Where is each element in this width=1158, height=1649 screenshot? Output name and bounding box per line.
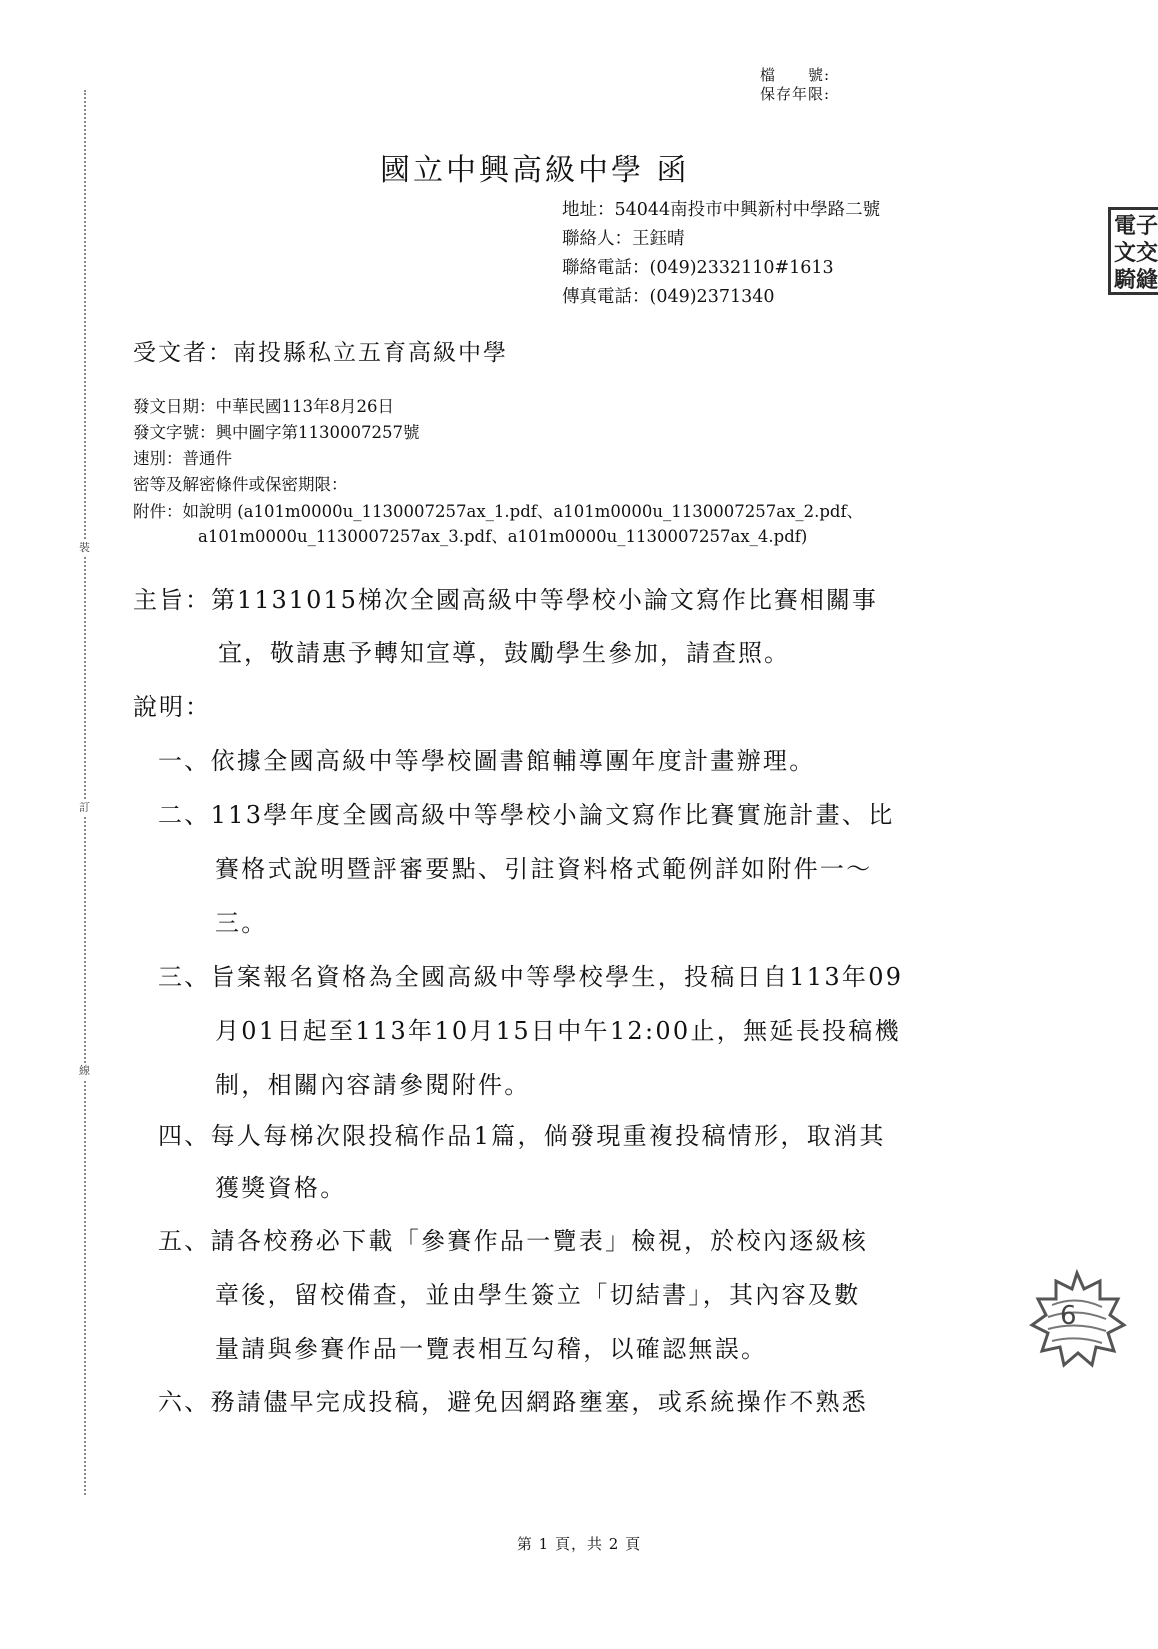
explanation-item-3-line-3: 制，相關內容請參閱附件。: [215, 1071, 531, 1099]
page-indicator: 第 1 頁，共 2 頁: [516, 1535, 642, 1553]
explanation-item-6-line-1: 六、務請儘早完成投稿，避免因網路壅塞，或系統操作不熟悉: [158, 1388, 869, 1416]
explanation-item-2-line-3: 三。: [215, 909, 268, 937]
document-number: 發文字號：興中圖字第1130007257號: [133, 423, 420, 442]
explanation-item-1: 一、依據全國高級中等學校圖書館輔導團年度計畫辦理。: [158, 747, 816, 775]
attachments-line-2: a101m0000u_1130007257ax_3.pdf、a101m0000u_1130007257ax_4.pdf): [198, 527, 808, 546]
page-seal-number: 6: [1060, 1301, 1077, 1331]
recipient: 受文者：南投縣私立五育高級中學: [133, 340, 508, 366]
explanation-item-2-line-2: 賽格式說明暨評審要點、引註資料格式範例詳如附件一～: [215, 855, 873, 883]
subject-line-1: 主旨：第1131015梯次全國高級中等學校小論文寫作比賽相關事: [133, 586, 878, 614]
explanation-item-5-line-1: 五、請各校務必下載「參賽作品一覽表」檢視，於校內逐級核: [158, 1227, 869, 1255]
file-number-label: 檔 號:: [760, 66, 831, 84]
page-seal-icon: [1022, 1265, 1132, 1375]
contact-phone: 聯絡電話：(049)2332110#1613: [562, 258, 834, 278]
explanation-item-4-line-2: 獲獎資格。: [215, 1174, 347, 1202]
page-seal-stamp: [1022, 1265, 1132, 1375]
binding-mark-zhuang: 裝: [79, 541, 90, 554]
explanation-item-2-line-1: 二、113學年度全國高級中等學校小論文寫作比賽實施計畫、比: [158, 801, 895, 829]
explanation-label: 說明：: [133, 693, 211, 721]
retention-period-label: 保存年限:: [760, 85, 831, 103]
explanation-item-3-line-2: 月01日起至113年10月15日中午12:00止，無延長投稿機: [215, 1017, 901, 1045]
explanation-item-3-line-1: 三、旨案報名資格為全國高級中等學校學生，投稿日自113年09: [158, 963, 904, 991]
subject-line-2: 宜，敬請惠予轉知宣導，鼓勵學生參加，請查照。: [218, 639, 790, 667]
explanation-item-5-line-2: 章後，留校備查，並由學生簽立「切結書」，其內容及數: [215, 1281, 861, 1309]
binding-dotted-line: [84, 90, 86, 1495]
explanation-item-5-line-3: 量請與參賽作品一覽表相互勾稽，以確認無誤。: [215, 1335, 768, 1363]
document-title: 國立中興高級中學 函: [380, 153, 690, 188]
confidentiality-level: 密等及解密條件或保密期限：: [133, 475, 348, 494]
attachments-line-1: 附件：如說明 (a101m0000u_1130007257ax_1.pdf、a101m0000u_1130007257ax_2.pdf、: [133, 502, 864, 521]
explanation-item-4-line-1: 四、每人每梯次限投稿作品1篇，倘發現重複投稿情形，取消其: [158, 1122, 886, 1150]
electronic-document-seal: 電子 文交 騎縫: [1108, 207, 1158, 295]
contact-address: 地址：54044南投市中興新村中學路二號: [562, 200, 881, 220]
issue-date: 發文日期：中華民國113年8月26日: [133, 397, 394, 416]
contact-fax: 傳真電話：(049)2371340: [562, 287, 775, 307]
delivery-speed: 速別：普通件: [133, 449, 232, 468]
binding-mark-ding: 訂: [79, 801, 90, 814]
binding-mark-xian: 線: [79, 1064, 90, 1077]
contact-person: 聯絡人：王鈺晴: [562, 229, 685, 249]
